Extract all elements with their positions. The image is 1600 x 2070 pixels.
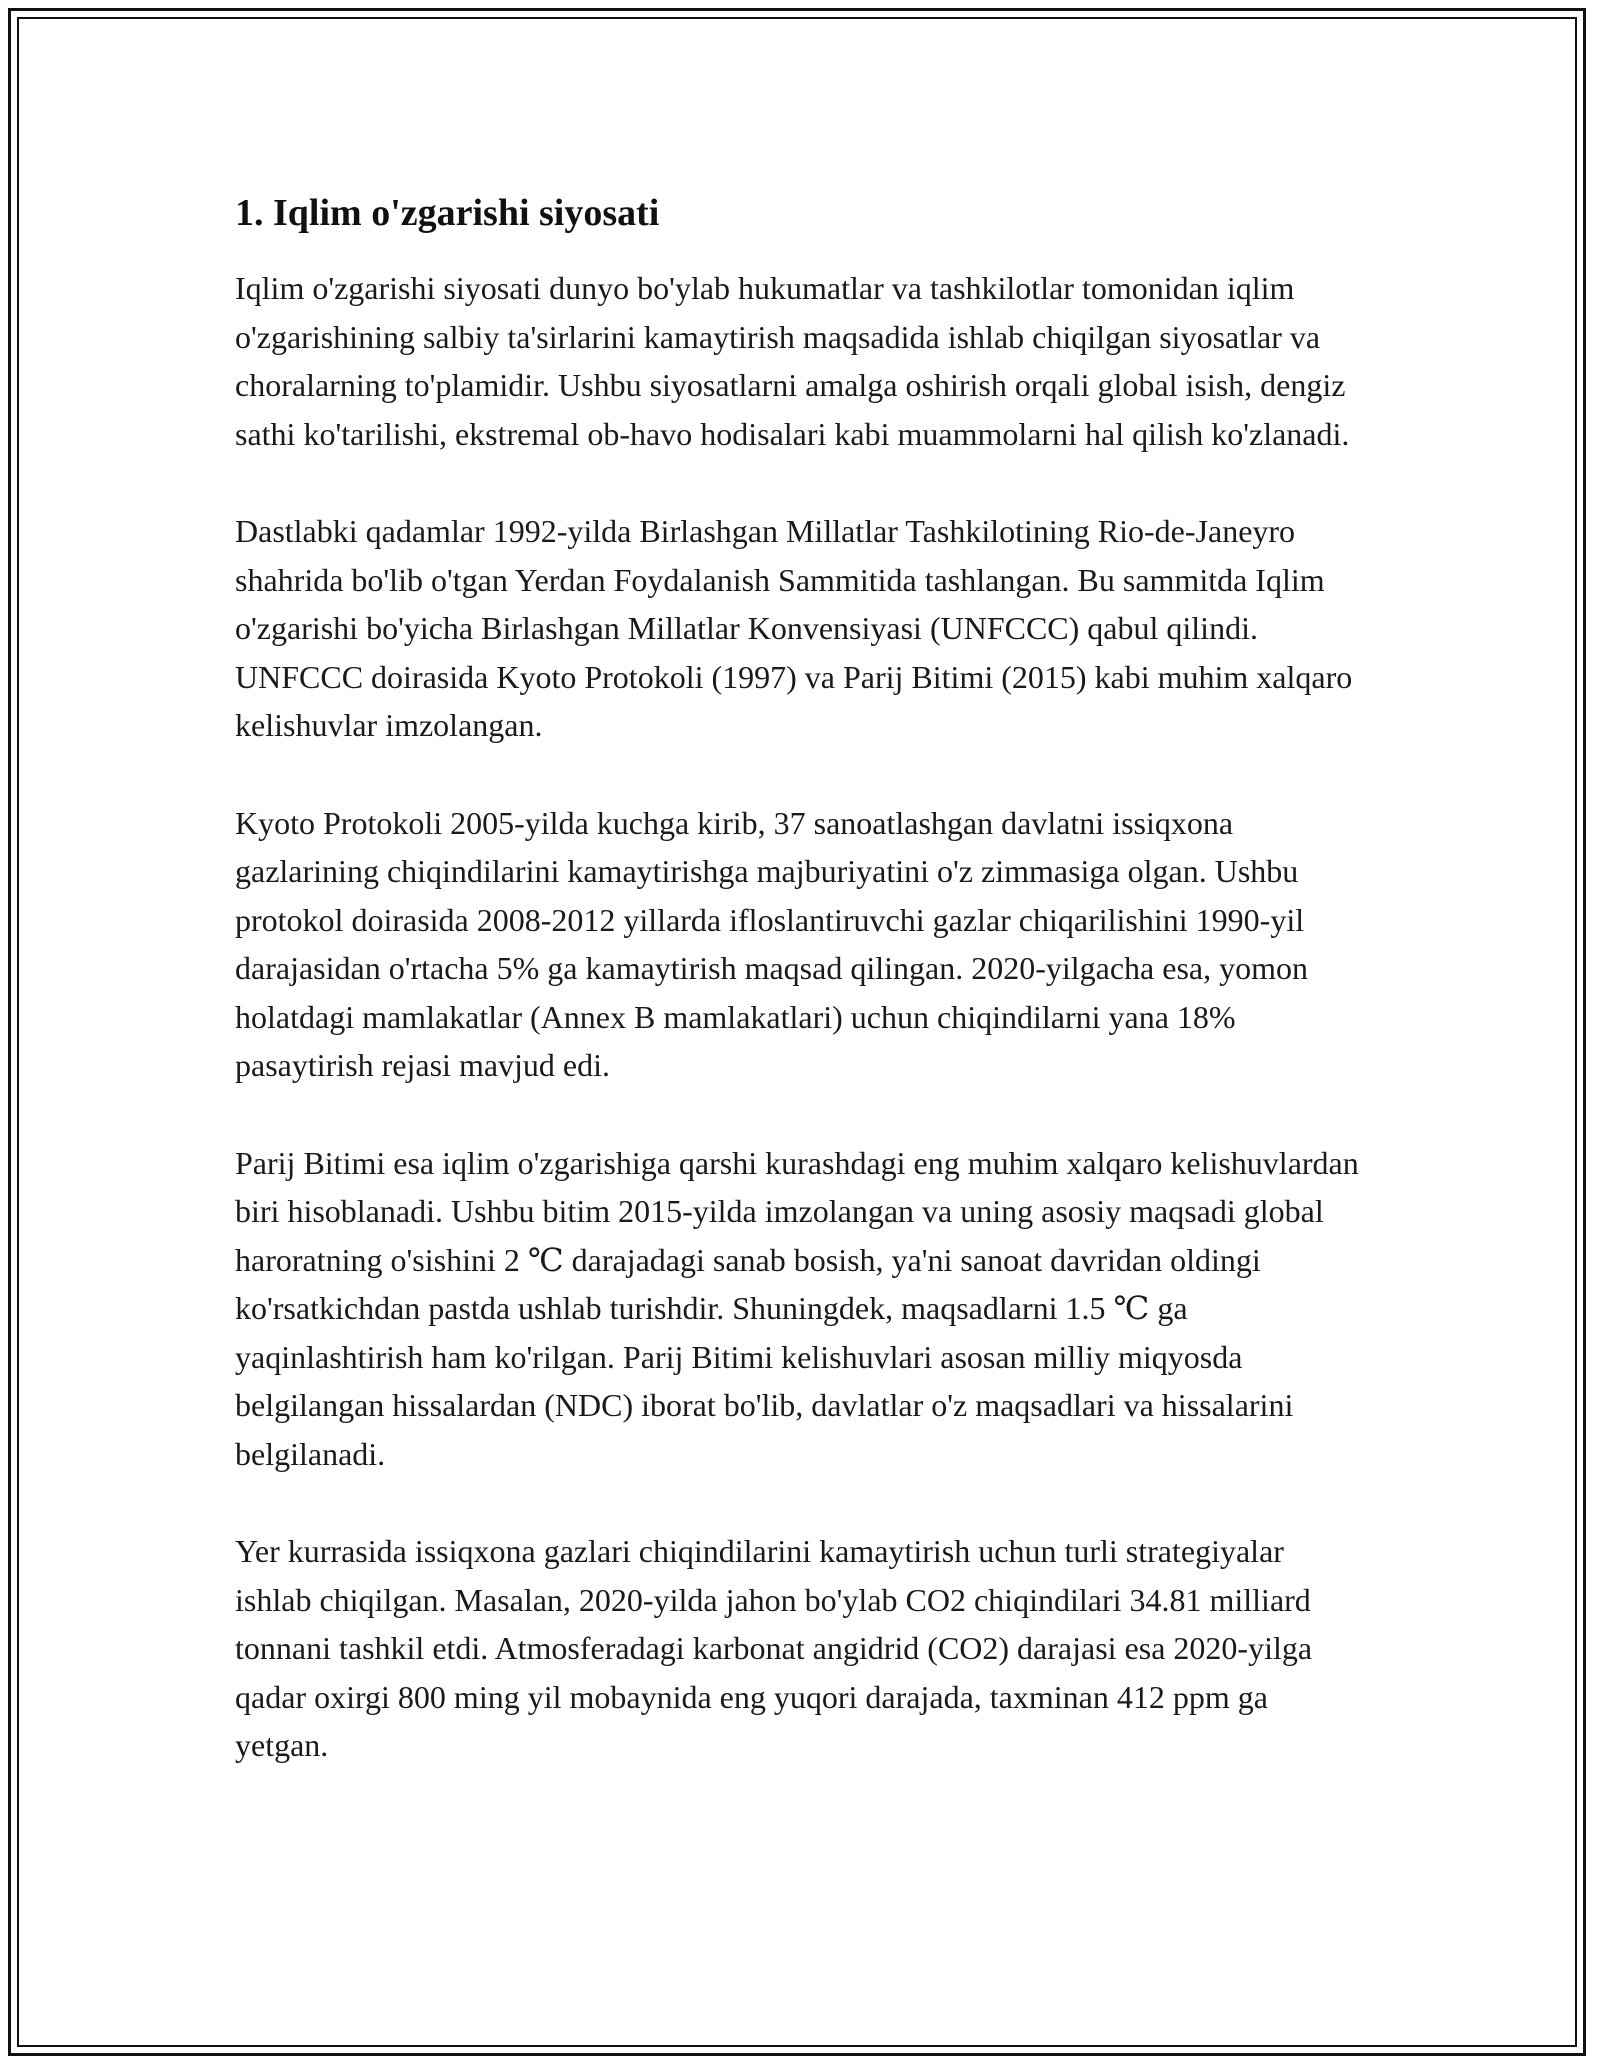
paragraph-emissions-strategies: Yer kurrasida issiqxona gazlari chiqindilarini kamaytirish uchun turli strategiyalar ishlab chiqilgan. Masalan, 2020-yilda jahon bo'ylab CO2 chiqindilari 34.81 milliard tonnani tashkil etdi. Atmosferadagi karbonat angidrid (CO2) darajasi esa 2020-yilga qadar oxirgi 800 ming yil mobaynida eng yuqori darajada, taxminan 412 ppm ga yetgan. bbox=[235, 1533, 1313, 1763]
paragraph-intro: Iqlim o'zgarishi siyosati dunyo bo'ylab hukumatlar va tashkilotlar tomonidan iqlim o'zgarishining salbiy ta'sirlarini kamaytirish maqsadida ishlab chiqilgan siyosatlar va choralarning to'plamidir. Ushbu siyosatlarni amalga oshirish orqali global isish, dengiz sathi ko'tarilishi, ekstremal ob-havo hodisalari kabi muammolarni hal qilish ko'zlanadi. bbox=[235, 270, 1350, 452]
paragraph-kyoto-protocol: Kyoto Protokoli 2005-yilda kuchga kirib, 37 sanoatlashgan davlatni issiqxona gazlarining chiqindilarini kamaytirishga majburiyatini o'z zimmasiga olgan. Ushbu protokol doirasida 2008-2012 yillarda ifloslantiruvchi gazlar chiqarilishini 1990-yil darajasidan o'rtacha 5% ga kamaytirish maqsad qilingan. 2020-yilgacha esa, yomon holatdagi mamlakatlar (Annex B mamlakatlari) uchun chiqindilarni yana 18% pasaytirish rejasi mavjud edi. bbox=[235, 804, 1308, 1083]
document-title: 1. Iqlim o'zgarishi siyosati bbox=[235, 192, 660, 234]
paragraph-paris-agreement: Parij Bitimi esa iqlim o'zgarishiga qarshi kurashdagi eng muhim xalqaro kelishuvlardan biri hisoblanadi. Ushbu bitim 2015-yilda imzolangan va uning asosiy maqsadi global haroratning o'sishini 2 ℃ darajadagi sanab bosish, ya'ni sanoat davridan oldingi ko'rsatkichdan pastda ushlab turishdir. Shuningdek, maqsadlarni 1.5 ℃ ga yaqinlashtirish ham ko'rilgan. Parij Bitimi kelishuvlari asosan milliy miqyosda belgilangan hissalardan (NDC) iborat bo'lib, davlatlar o'z maqsadlari va hissalarini belgilanadi. bbox=[235, 1144, 1359, 1472]
document-body bbox=[235, 190, 1365, 1819]
paragraph-rio-summit: Dastlabki qadamlar 1992-yilda Birlashgan Millatlar Tashkilotining Rio-de-Janeyro shahrida bo'lib o'tgan Yerdan Foydalanish Sammitida tashlangan. Bu sammitda Iqlim o'zgarishi bo'yicha Birlashgan Millatlar Konvensiyasi (UNFCCC) qabul qilindi. UNFCCC doirasida Kyoto Protokoli (1997) va Parij Bitimi (2015) kabi muhim xalqaro kelishuvlar imzolangan. bbox=[235, 513, 1353, 743]
